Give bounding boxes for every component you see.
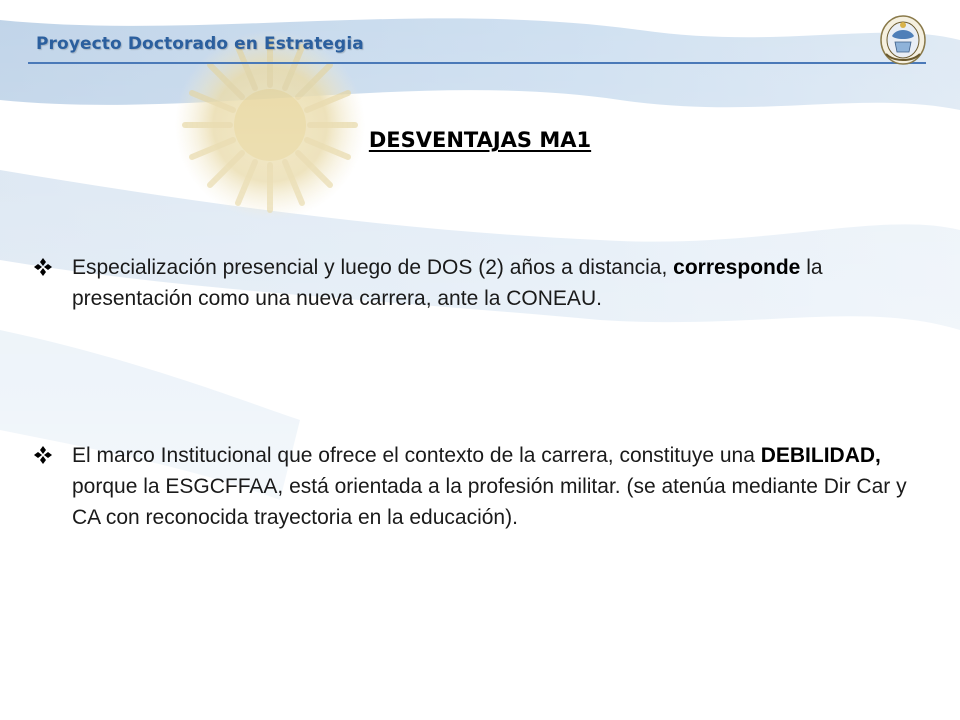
header-divider	[28, 62, 926, 64]
four-diamond-bullet-icon	[34, 446, 52, 464]
bullet-text-pre: El marco Institucional que ofrece el contexto de la carrera, constituye una	[72, 444, 761, 467]
bullet-text-pre: Especialización presencial y luego de DOS (2) años a distancia,	[72, 256, 674, 279]
bullet-text-bold: DEBILIDAD,	[760, 444, 881, 467]
bullet-text-post: porque la ESGCFFAA, está orientada a la profesión militar. (se atenúa mediante Dir Car y CA con reconocida trayectoria en la educación).	[72, 475, 907, 529]
bullet-item	[72, 440, 920, 533]
slide-title-container	[0, 128, 960, 152]
header-title: Proyecto Doctorado en Estrategia	[36, 34, 364, 54]
coat-of-arms-icon	[878, 14, 928, 66]
slide-title: DESVENTAJAS MA1	[368, 128, 592, 152]
bullet-item	[72, 252, 920, 314]
four-diamond-bullet-icon	[34, 258, 52, 276]
bullet-text-post: la presentación como una nueva carrera, ante la CONEAU.	[72, 256, 823, 310]
bullet-text-bold: corresponde	[673, 256, 801, 279]
